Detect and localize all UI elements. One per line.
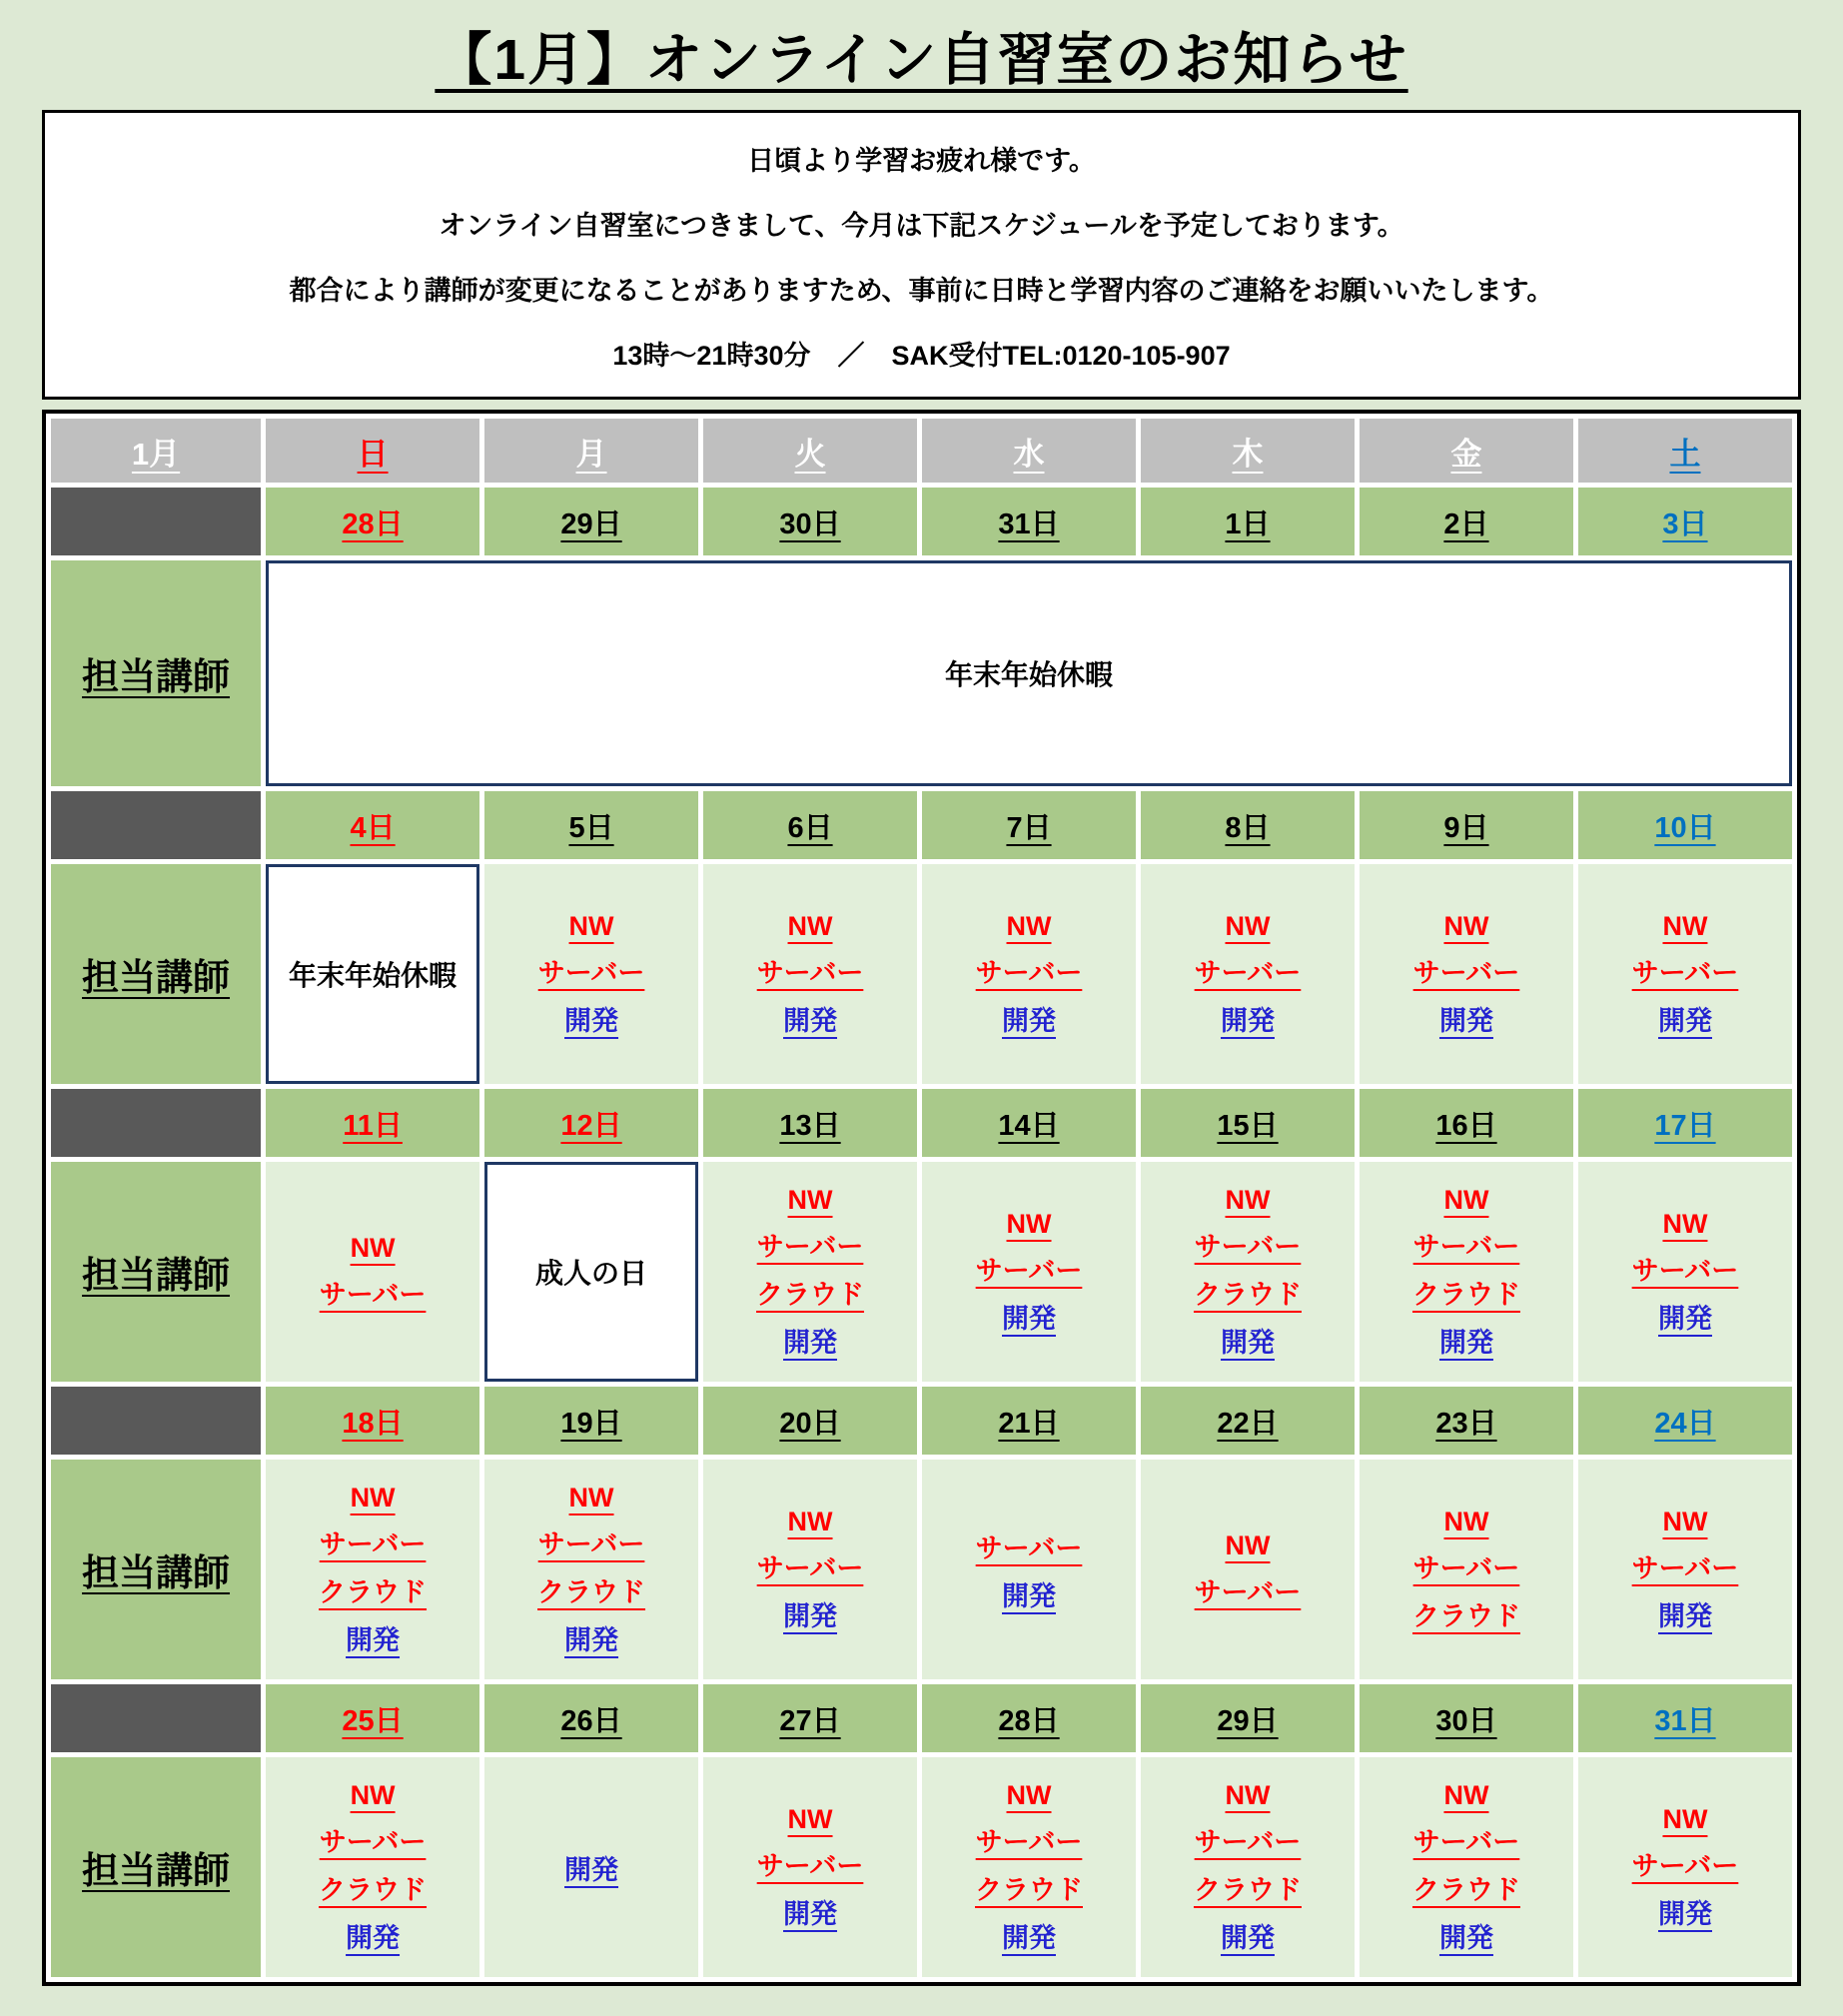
date-cell <box>484 1387 698 1455</box>
page-title: 【1月】オンライン自習室のお知らせ <box>435 28 1408 92</box>
subject-label: 開発 <box>1438 1922 1493 1953</box>
date-label: 21日 <box>998 1407 1060 1440</box>
corner-spacer-cell <box>51 1089 261 1157</box>
subject-label: 開発 <box>783 1898 838 1929</box>
subject-label: NW <box>1443 910 1489 941</box>
date-label: 6日 <box>787 811 833 844</box>
date-cell <box>1360 488 1573 555</box>
subject-label: 開発 <box>564 1005 619 1036</box>
notice-line: 日頃より学習お疲れ様です。 <box>747 146 1096 176</box>
weekday-header-row <box>51 419 1792 483</box>
instructor-label-cell <box>51 1757 261 1977</box>
holiday-cell <box>484 1162 698 1382</box>
subject-label: サーバー <box>756 1850 864 1881</box>
instructor-row <box>51 560 1792 786</box>
subject-label: NW <box>568 1482 614 1512</box>
subject-label: 開発 <box>783 1005 838 1036</box>
date-label: 14日 <box>998 1109 1060 1142</box>
subject-label: NW <box>1662 1506 1708 1536</box>
corner-spacer-cell <box>51 1684 261 1752</box>
subject-label: 開発 <box>1657 1005 1712 1036</box>
date-cell <box>1360 1387 1573 1455</box>
instructor-row <box>51 1757 1792 1977</box>
weekday-label: 火 <box>794 436 826 472</box>
subject-label: サーバー <box>1194 1826 1302 1857</box>
date-label: 11日 <box>343 1109 403 1142</box>
instructor-label-cell <box>51 1162 261 1382</box>
instructor-label-cell <box>51 864 261 1084</box>
subject-label: NW <box>1225 1779 1271 1810</box>
subject-label: サーバー <box>756 1231 864 1262</box>
date-label: 20日 <box>779 1407 841 1440</box>
weekday-cell <box>703 419 917 483</box>
date-row <box>51 1089 1792 1157</box>
date-label: 12日 <box>560 1109 622 1142</box>
date-label: 3日 <box>1662 507 1708 540</box>
notice-line: オンライン自習室につきまして、今月は下記スケジュールを予定しております。 <box>439 211 1404 241</box>
date-cell <box>266 1684 479 1752</box>
weekday-label: 水 <box>1013 436 1045 472</box>
subject-label: 開発 <box>1657 1600 1712 1631</box>
subject-label: クラウド <box>1411 1600 1520 1631</box>
subject-label: NW <box>1443 1779 1489 1810</box>
schedule-cell <box>1578 1757 1792 1977</box>
instructor-label: 担当講師 <box>82 1255 231 1296</box>
date-label: 31日 <box>1654 1704 1716 1737</box>
subject-label: 開発 <box>783 1327 838 1358</box>
date-label: 4日 <box>350 811 396 844</box>
date-label: 28日 <box>998 1704 1060 1737</box>
schedule-cell <box>703 1162 917 1382</box>
holiday-label: 成人の日 <box>535 1258 648 1289</box>
date-cell <box>266 488 479 555</box>
weekday-label: 日 <box>357 436 389 472</box>
subject-label: 開発 <box>1220 1922 1275 1953</box>
subject-label: 開発 <box>564 1854 619 1885</box>
subject-label: NW <box>1443 1506 1489 1536</box>
corner-spacer-cell <box>51 1387 261 1455</box>
subject-label: サーバー <box>975 1826 1083 1857</box>
subject-label: NW <box>1662 1208 1708 1239</box>
date-cell <box>1141 1684 1355 1752</box>
date-label: 26日 <box>560 1704 622 1737</box>
date-label: 29日 <box>560 507 622 540</box>
subject-label: サーバー <box>319 1826 427 1857</box>
schedule-cell <box>1360 864 1573 1084</box>
instructor-label: 担当講師 <box>82 656 231 697</box>
date-label: 15日 <box>1217 1109 1279 1142</box>
weekday-cell <box>1578 419 1792 483</box>
schedule-cell <box>922 1757 1136 1977</box>
date-cell <box>922 488 1136 555</box>
subject-label: サーバー <box>975 1532 1083 1563</box>
schedule-cell <box>703 1460 917 1679</box>
holiday-cell <box>266 560 1792 786</box>
weekday-cell <box>1141 419 1355 483</box>
date-cell <box>1141 488 1355 555</box>
date-cell <box>1578 1387 1792 1455</box>
date-cell <box>703 1684 917 1752</box>
subject-label: クラウド <box>1193 1279 1302 1310</box>
date-label: 23日 <box>1435 1407 1497 1440</box>
date-label: 7日 <box>1006 811 1052 844</box>
subject-label: NW <box>1225 1184 1271 1215</box>
subject-label: サーバー <box>1194 957 1302 988</box>
subject-label: NW <box>1225 1529 1271 1560</box>
schedule-cell <box>703 1757 917 1977</box>
weekday-label: 土 <box>1669 436 1701 472</box>
subject-label: サーバー <box>1194 1231 1302 1262</box>
subject-label: クラウド <box>1193 1874 1302 1905</box>
month-label-cell <box>51 419 261 483</box>
subject-label: 開発 <box>783 1600 838 1631</box>
date-cell <box>922 1387 1136 1455</box>
notice-line: 都合により講師が変更になることがありますため、事前に日時と学習内容のご連絡をお願いいたします。 <box>289 276 1554 306</box>
subject-label: 開発 <box>1438 1005 1493 1036</box>
subject-label: クラウド <box>975 1874 1083 1905</box>
subject-label: NW <box>1006 1208 1052 1239</box>
date-label: 1日 <box>1225 507 1271 540</box>
date-row <box>51 791 1792 859</box>
subject-label: NW <box>350 1232 396 1263</box>
subject-label: 開発 <box>1657 1898 1712 1929</box>
subject-label: 開発 <box>1220 1005 1275 1036</box>
schedule-cell <box>266 1162 479 1382</box>
subject-label: NW <box>350 1779 396 1810</box>
date-cell <box>266 791 479 859</box>
subject-label: サーバー <box>975 1255 1083 1286</box>
date-cell <box>484 791 698 859</box>
date-cell <box>1141 791 1355 859</box>
date-row <box>51 488 1792 555</box>
date-cell <box>1578 488 1792 555</box>
instructor-row <box>51 1162 1792 1382</box>
schedule-cell <box>266 1460 479 1679</box>
weekday-cell <box>266 419 479 483</box>
date-cell <box>484 488 698 555</box>
holiday-label: 年末年始休暇 <box>289 960 458 991</box>
subject-label: NW <box>1662 1803 1708 1834</box>
instructor-label-cell <box>51 560 261 786</box>
subject-label: 開発 <box>346 1922 401 1953</box>
schedule-cell <box>1578 1460 1792 1679</box>
schedule-cell <box>484 864 698 1084</box>
instructor-label: 担当講師 <box>82 1850 231 1891</box>
subject-label: クラウド <box>537 1576 646 1607</box>
weekday-label: 金 <box>1450 436 1482 472</box>
date-label: 30日 <box>1435 1704 1497 1737</box>
subject-label: クラウド <box>1411 1874 1520 1905</box>
subject-label: クラウド <box>756 1279 865 1310</box>
date-cell <box>266 1387 479 1455</box>
schedule-cell <box>484 1757 698 1977</box>
subject-label: 開発 <box>1002 1922 1056 1953</box>
date-cell <box>1360 791 1573 859</box>
schedule-cell <box>1578 1162 1792 1382</box>
date-label: 2日 <box>1443 507 1489 540</box>
subject-label: サーバー <box>319 1528 427 1559</box>
date-label: 17日 <box>1654 1109 1716 1142</box>
instructor-row <box>51 1460 1792 1679</box>
subject-label: クラウド <box>319 1874 428 1905</box>
schedule-cell <box>703 864 917 1084</box>
subject-label: クラウド <box>1411 1279 1520 1310</box>
schedule-cell <box>922 1460 1136 1679</box>
date-cell <box>922 1089 1136 1157</box>
date-cell <box>484 1089 698 1157</box>
subject-label: サーバー <box>1631 1552 1739 1583</box>
subject-label: NW <box>787 1506 833 1536</box>
instructor-label: 担当講師 <box>82 957 231 998</box>
date-cell <box>1578 791 1792 859</box>
subject-label: 開発 <box>1002 1005 1056 1036</box>
date-cell <box>1578 1684 1792 1752</box>
notice-line: 13時～21時30分 ／ SAK受付TEL:0120-105-907 <box>612 341 1231 371</box>
schedule-cell <box>1141 1460 1355 1679</box>
date-label: 30日 <box>779 507 841 540</box>
instructor-label: 担当講師 <box>82 1552 231 1593</box>
subject-label: NW <box>1006 1779 1052 1810</box>
date-cell <box>703 791 917 859</box>
date-label: 24日 <box>1654 1407 1716 1440</box>
date-label: 5日 <box>568 811 614 844</box>
date-cell <box>1360 1089 1573 1157</box>
date-label: 9日 <box>1443 811 1489 844</box>
subject-label: サーバー <box>1412 1231 1520 1262</box>
subject-label: 開発 <box>564 1624 619 1655</box>
schedule-cell <box>1360 1757 1573 1977</box>
subject-label: サーバー <box>1412 1552 1520 1583</box>
date-cell <box>1141 1387 1355 1455</box>
schedule-cell <box>922 1162 1136 1382</box>
corner-spacer-cell <box>51 791 261 859</box>
holiday-label: 年末年始休暇 <box>945 659 1114 690</box>
month-label: 1月 <box>131 436 181 472</box>
weekday-cell <box>922 419 1136 483</box>
date-label: 8日 <box>1225 811 1271 844</box>
subject-label: NW <box>1225 910 1271 941</box>
subject-label: NW <box>787 1803 833 1834</box>
schedule-cell <box>1141 864 1355 1084</box>
date-cell <box>703 1089 917 1157</box>
subject-label: クラウド <box>319 1576 428 1607</box>
instructor-label-cell <box>51 1460 261 1679</box>
subject-label: 開発 <box>1657 1303 1712 1334</box>
date-cell <box>703 1387 917 1455</box>
date-label: 19日 <box>560 1407 622 1440</box>
date-cell <box>922 791 1136 859</box>
subject-label: サーバー <box>756 957 864 988</box>
subject-label: NW <box>350 1482 396 1512</box>
subject-label: サーバー <box>1631 1850 1739 1881</box>
date-label: 27日 <box>779 1704 841 1737</box>
date-row <box>51 1684 1792 1752</box>
subject-label: サーバー <box>1412 1826 1520 1857</box>
corner-spacer-cell <box>51 488 261 555</box>
weekday-cell <box>484 419 698 483</box>
subject-label: サーバー <box>319 1279 427 1310</box>
date-cell <box>1578 1089 1792 1157</box>
subject-label: NW <box>1443 1184 1489 1215</box>
subject-label: NW <box>568 910 614 941</box>
schedule-cell <box>1360 1162 1573 1382</box>
subject-label: 開発 <box>346 1624 401 1655</box>
subject-label: 開発 <box>1002 1303 1056 1334</box>
subject-label: NW <box>1662 910 1708 941</box>
weekday-label: 月 <box>575 436 607 472</box>
date-label: 31日 <box>998 507 1060 540</box>
weekday-label: 木 <box>1232 436 1264 472</box>
date-cell <box>703 488 917 555</box>
holiday-cell <box>266 864 479 1084</box>
date-label: 16日 <box>1435 1109 1497 1142</box>
date-cell <box>922 1684 1136 1752</box>
subject-label: サーバー <box>537 1528 645 1559</box>
schedule-cell <box>484 1460 698 1679</box>
subject-label: 開発 <box>1438 1327 1493 1358</box>
schedule-cell <box>922 864 1136 1084</box>
schedule-cell <box>266 1757 479 1977</box>
date-label: 25日 <box>342 1704 404 1737</box>
subject-label: サーバー <box>1412 957 1520 988</box>
date-label: 22日 <box>1217 1407 1279 1440</box>
subject-label: サーバー <box>1194 1576 1302 1607</box>
subject-label: 開発 <box>1002 1580 1056 1611</box>
date-cell <box>484 1684 698 1752</box>
date-row <box>51 1387 1792 1455</box>
date-label: 28日 <box>342 507 404 540</box>
schedule-cell <box>1360 1460 1573 1679</box>
subject-label: NW <box>1006 910 1052 941</box>
subject-label: NW <box>787 1184 833 1215</box>
schedule-calendar <box>42 410 1801 1986</box>
date-cell <box>266 1089 479 1157</box>
date-label: 13日 <box>779 1109 841 1142</box>
weekday-cell <box>1360 419 1573 483</box>
instructor-row <box>51 864 1792 1084</box>
subject-label: NW <box>787 910 833 941</box>
subject-label: サーバー <box>756 1552 864 1583</box>
subject-label: サーバー <box>975 957 1083 988</box>
date-label: 10日 <box>1654 811 1716 844</box>
date-cell <box>1360 1684 1573 1752</box>
subject-label: サーバー <box>1631 1255 1739 1286</box>
date-label: 29日 <box>1217 1704 1279 1737</box>
date-label: 18日 <box>342 1407 404 1440</box>
date-cell <box>1141 1089 1355 1157</box>
notice-box <box>42 110 1801 400</box>
subject-label: サーバー <box>1631 957 1739 988</box>
subject-label: 開発 <box>1220 1327 1275 1358</box>
subject-label: サーバー <box>537 957 645 988</box>
schedule-cell <box>1141 1757 1355 1977</box>
schedule-cell <box>1141 1162 1355 1382</box>
schedule-cell <box>1578 864 1792 1084</box>
